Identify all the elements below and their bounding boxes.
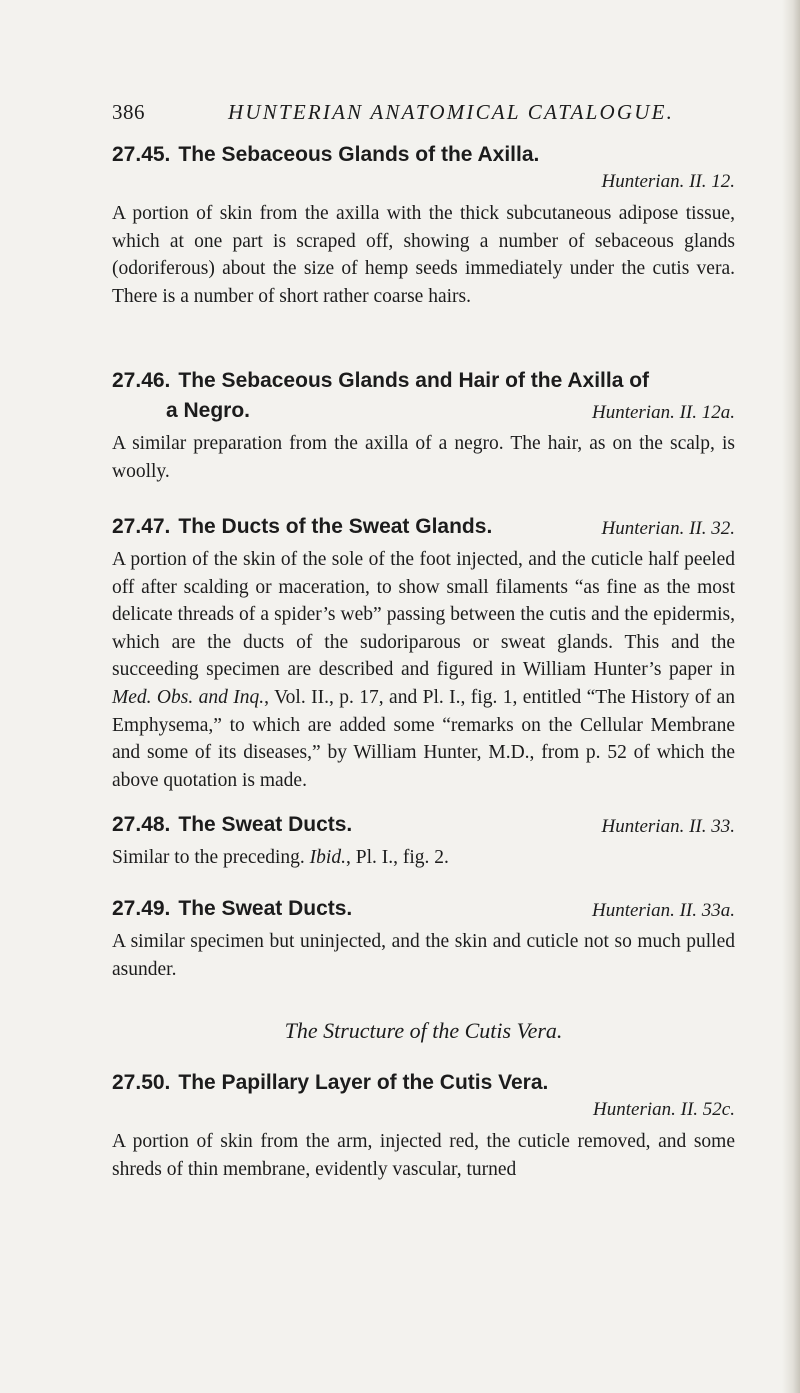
entry-number: 27.49. (112, 897, 171, 920)
entry-heading (112, 894, 735, 924)
page-number: 386 (112, 100, 145, 124)
entry-description-part: Similar to the preceding. (112, 847, 310, 868)
running-title: HUNTERIAN ANATOMICAL CATALOGUE. (228, 100, 675, 124)
entry-description (112, 546, 735, 794)
catalogue-entry (112, 512, 735, 794)
entry-title-continued: a Negro. (166, 399, 251, 422)
entry-number: 27.50. (112, 1071, 171, 1094)
entry-title: The Sebaceous Glands and Hair of the Axilla of (178, 369, 650, 392)
entry-number: 27.45. (112, 143, 171, 166)
entry-heading-continued (112, 396, 735, 426)
entry-description: A similar specimen but uninjected, and the skin and cuticle not so much pulled asunder. (112, 931, 735, 980)
ibid-reference: Ibid. (309, 847, 346, 868)
entry-number: 27.48. (112, 813, 171, 836)
catalogue-entry (112, 140, 735, 310)
section-title: The Structure of the Cutis Vera. (284, 1018, 563, 1043)
entry-reference: Hunterian. II. 12a. (591, 402, 735, 423)
entry-description-part: A portion of the skin of the sole of the foot injected, and the cuticle half peeled off after scalding or maceration, to show small filaments “as fine as the most delicate threads of a spider’s web” passing between the cutis and the epidermis, which are the ducts of the sudoriparous or sweat glands. This and the succeeding specimen are described and figured in William Hunter’s paper in (112, 549, 735, 681)
entry-reference: Hunterian. II. 33a. (591, 900, 735, 921)
entry-description: A portion of skin from the arm, injected red, the cuticle removed, and some shreds of thin membrane, evidently vascular, turned (112, 1131, 735, 1180)
entry-reference: Hunterian. II. 33. (601, 816, 735, 837)
entry-heading (112, 140, 735, 170)
catalogue-entry (112, 1068, 735, 1183)
entry-heading (112, 366, 735, 396)
entry-heading (112, 512, 735, 542)
catalogue-entry (112, 366, 735, 485)
entry-number: 27.46. (112, 369, 171, 392)
entry-title: The Papillary Layer of the Cutis Vera. (178, 1071, 549, 1094)
entry-reference: Hunterian. II. 32. (601, 518, 735, 539)
entry-description (112, 844, 735, 872)
entry-description: A similar preparation from the axilla of a negro. The hair, as on the scalp, is woolly. (112, 433, 735, 482)
catalogue-entry (112, 894, 735, 983)
entry-title: The Sweat Ducts. (178, 897, 353, 920)
page-edge-shadow (782, 0, 800, 1393)
entry-heading (112, 1068, 735, 1098)
entry-heading (112, 810, 735, 840)
journal-title: Med. Obs. and Inq. (112, 686, 265, 708)
entry-reference: Hunterian. II. 52c. (593, 1099, 735, 1120)
entry-title: The Sebaceous Glands of the Axilla. (178, 143, 540, 166)
entry-title: The Ducts of the Sweat Glands. (178, 515, 493, 538)
entry-reference: Hunterian. II. 12. (601, 171, 735, 192)
running-header (0, 72, 800, 124)
entry-description-part: , Pl. I., fig. 2. (345, 847, 449, 868)
entry-description: A portion of skin from the axilla with the thick subcutaneous adipose tissue, which at one part is scraped off, showing a number of sebaceous glands (odoriferous) about the size of hemp seeds immediately under the cutis vera. There is a number of short rather coarse hairs. (112, 203, 735, 307)
entry-description-part: , Vol. II., p. 17, and Pl. I., fig. 1, entitled “The History of an Emphysema,” to which are added some “remarks on the Cellular Membrane and some of its diseases,” by William Hunter, M.D., from p. 52 of which the above quotation is made. (112, 686, 735, 791)
catalogue-entry (112, 810, 735, 872)
entry-number: 27.47. (112, 515, 171, 538)
entry-title: The Sweat Ducts. (178, 813, 353, 836)
